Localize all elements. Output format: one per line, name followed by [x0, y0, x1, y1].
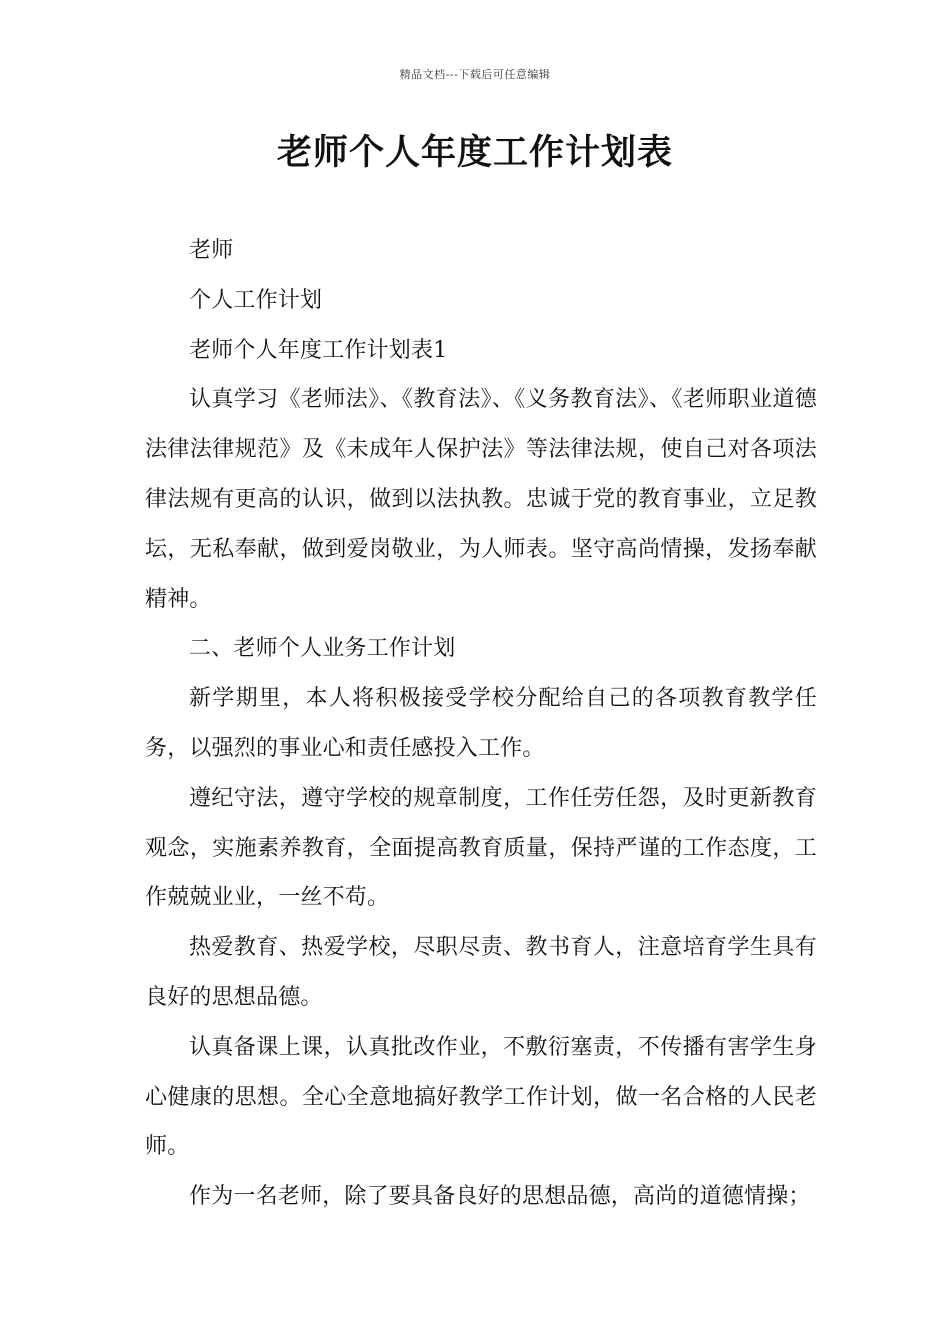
- document-title: 老师个人年度工作计划表: [276, 132, 673, 173]
- paragraph: 热爱教育、热爱学校，尽职尽责、教书育人，注意培育学生具有良好的思想品德。: [145, 935, 817, 1010]
- paragraph: 认真学习《老师法》、《教育法》、《义务教育法》、《老师职业道德法律法律规范》及《未成年人保护法》等法律法规，使自己对各项法律法规有更高的认识，做到以法执教。忠诚于党的教育事业，立足教坛，无私奉献，做到爱岗敬业，为人师表。坚守高尚情操，发扬奉献精神。: [145, 387, 817, 612]
- paragraph: 老师个人年度工作计划表1: [189, 337, 448, 363]
- paragraph: 作为一名老师，除了要具备良好的思想品德，高尚的道德情操；: [189, 1184, 811, 1210]
- paragraph: 老师: [189, 238, 234, 263]
- paragraph: 个人工作计划: [189, 287, 323, 313]
- section-heading: 二、老师个人业务工作计划: [189, 636, 456, 662]
- paragraph: 新学期里，本人将积极接受学校分配给自己的各项教育教学任务，以强烈的事业心和责任感投入工作。: [145, 686, 817, 761]
- paragraph: 认真备课上课，认真批改作业，不敷衍塞责，不传播有害学生身心健康的思想。全心全意地搞好教学工作计划，做一名合格的人民老师。: [145, 1034, 817, 1160]
- document-body: [145, 226, 817, 1222]
- paragraph: 遵纪守法，遵守学校的规章制度，工作任劳任怨，及时更新教育观念，实施素养教育，全面提高教育质量，保持严谨的工作态度，工作兢兢业业，一丝不苟。: [145, 785, 817, 911]
- page-header: 精品文档---下载后可任意编辑: [399, 68, 551, 81]
